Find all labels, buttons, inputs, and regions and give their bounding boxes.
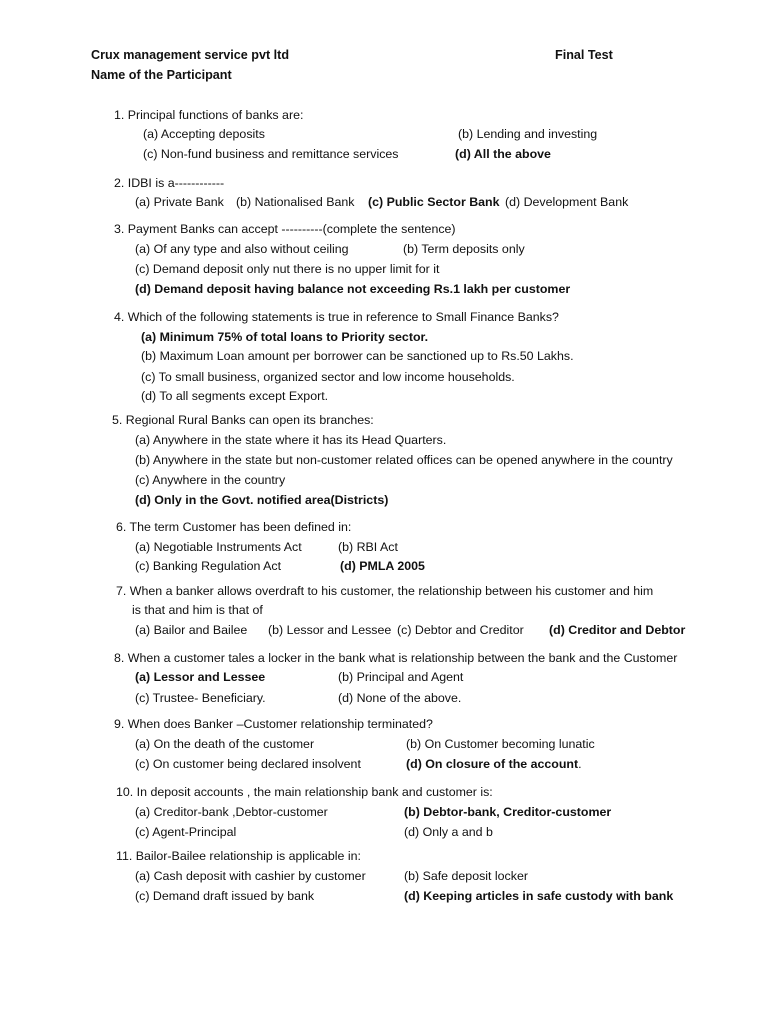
q7-option-a: (a) Bailor and Bailee [135,623,248,637]
company-name: Crux management service pvt ltd [91,48,290,62]
q10-option-d: (d) Only a and b [404,825,493,839]
q5-option-b: (b) Anywhere in the state but non-customer related offices can be opened anywhere in the country [135,453,673,467]
q9-option-d-answer: (d) On closure of the account [406,757,579,771]
q9-option-d-period: . [578,757,582,771]
question-1: 1. Principal functions of banks are: [114,108,304,122]
q8-option-b: (b) Principal and Agent [338,670,464,684]
q8-option-c: (c) Trustee- Beneficiary. [135,691,266,705]
q7-option-b: (b) Lessor and Lessee [268,623,392,637]
q1-option-d-answer: (d) All the above [455,147,551,161]
question-9: 9. When does Banker –Customer relationship terminated? [114,717,433,731]
question-4: 4. Which of the following statements is true in reference to Small Finance Banks? [114,310,559,324]
q2-option-d: (d) Development Bank [505,195,629,209]
q10-option-b-answer: (b) Debtor-bank, Creditor-customer [404,805,612,819]
q3-option-d-answer: (d) Demand deposit having balance not exceeding Rs.1 lakh per customer [135,282,571,296]
question-5: 5. Regional Rural Banks can open its branches: [112,413,374,427]
question-6: 6. The term Customer has been defined in: [116,520,352,534]
q6-option-d-answer: (d) PMLA 2005 [340,559,425,573]
q6-option-a: (a) Negotiable Instruments Act [135,540,302,554]
q9-option-c: (c) On customer being declared insolvent [135,757,361,771]
q2-option-b: (b) Nationalised Bank [236,195,355,209]
q8-option-d: (d) None of the above. [338,691,462,705]
q4-option-b: (b) Maximum Loan amount per borrower can be sanctioned up to Rs.50 Lakhs. [141,349,574,363]
q6-option-c: (c) Banking Regulation Act [135,559,282,573]
q4-option-d: (d) To all segments except Export. [141,389,329,403]
q5-option-d-answer: (d) Only in the Govt. notified area(Districts) [135,493,389,507]
q3-option-c: (c) Demand deposit only nut there is no upper limit for it [135,262,440,276]
q11-option-b: (b) Safe deposit locker [404,869,528,883]
q3-option-a: (a) Of any type and also without ceiling [135,242,349,256]
q9-option-a: (a) On the death of the customer [135,737,315,751]
q1-option-b: (b) Lending and investing [458,127,598,141]
q6-option-b: (b) RBI Act [338,540,398,554]
q9-option-d-answer-line [406,756,582,772]
q4-option-a-answer: (a) Minimum 75% of total loans to Priority sector. [141,330,429,344]
q4-option-c: (c) To small business, organized sector and low income households. [141,370,515,384]
question-2: 2. IDBI is a------------ [114,176,225,190]
q7-option-c: (c) Debtor and Creditor [397,623,524,637]
question-7-cont: is that and him is that of [132,603,263,617]
q7-option-d-answer: (d) Creditor and Debtor [549,623,686,637]
q11-option-d-answer: (d) Keeping articles in safe custody with bank [404,889,674,903]
q3-option-b: (b) Term deposits only [403,242,525,256]
q9-option-b: (b) On Customer becoming lunatic [406,737,595,751]
participant-label: Name of the Participant [91,68,232,82]
q8-option-a-answer: (a) Lessor and Lessee [135,670,266,684]
q10-option-c: (c) Agent-Principal [135,825,237,839]
q10-option-a: (a) Creditor-bank ,Debtor-customer [135,805,328,819]
q2-option-c-answer: (c) Public Sector Bank [368,195,500,209]
q1-option-c: (c) Non-fund business and remittance services [143,147,399,161]
q2-option-a: (a) Private Bank [135,195,224,209]
question-8: 8. When a customer tales a locker in the bank what is relationship between the bank and the Customer [114,651,678,665]
question-7: 7. When a banker allows overdraft to his customer, the relationship between his customer and him [116,584,654,598]
q5-option-a: (a) Anywhere in the state where it has its Head Quarters. [135,433,447,447]
test-title: Final Test [555,48,613,62]
q5-option-c: (c) Anywhere in the country [135,473,286,487]
question-10: 10. In deposit accounts , the main relationship bank and customer is: [116,785,493,799]
question-3: 3. Payment Banks can accept ----------(complete the sentence) [114,222,456,236]
q11-option-c: (c) Demand draft issued by bank [135,889,315,903]
q1-option-a: (a) Accepting deposits [143,127,265,141]
q11-option-a: (a) Cash deposit with cashier by customer [135,869,366,883]
question-11: 11. Bailor-Bailee relationship is applicable in: [116,849,361,863]
